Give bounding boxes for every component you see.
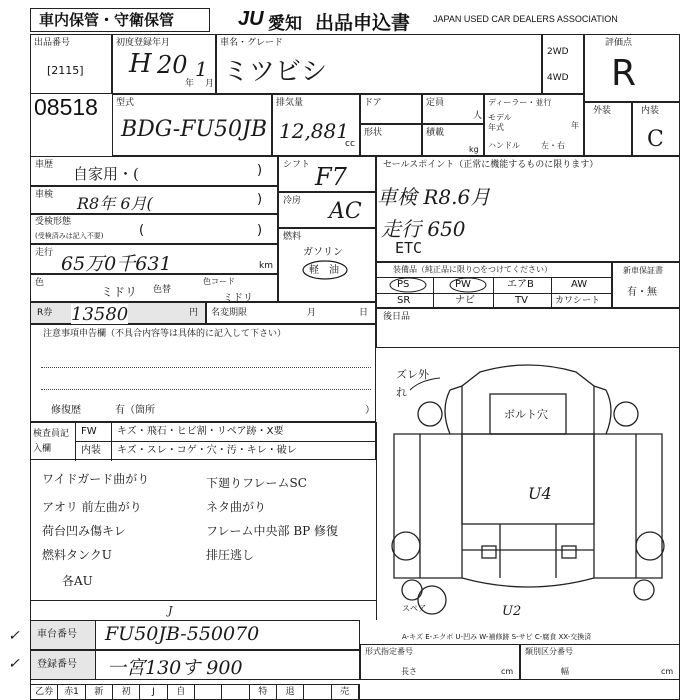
displacement-unit: cc [345, 139, 355, 149]
selling-point-line-1: 車検 R8.6月 [377, 185, 491, 209]
equipment-circles [386, 276, 516, 294]
model-type-label: 型式 [116, 98, 135, 108]
class-no-width: 幅 [561, 667, 569, 676]
recycle-box [30, 302, 206, 324]
shaken-value: R8年 6月( [77, 194, 153, 213]
first-reg-label: 初度登録年月 [116, 38, 171, 48]
shaken-close: ) [257, 192, 263, 207]
repair-history-label: 修復歴 [51, 405, 81, 416]
equipment-item-navi: ナビ [455, 295, 475, 306]
first-reg-month: 1 [195, 57, 208, 81]
lot-box [30, 34, 112, 94]
history-close: ) [257, 163, 263, 178]
equipment-item-kawaseat: カワシート [555, 296, 601, 306]
shift-box [278, 156, 376, 192]
diagram-note-shift-off: ズレ外れ [396, 368, 429, 399]
color-change-label: 色替 [153, 285, 172, 295]
shape-label: 形状 [364, 128, 383, 138]
selling-point-line-2: 走行 650 [381, 217, 466, 241]
chassis-box [30, 620, 360, 650]
margin-check-1: ✓ [8, 628, 20, 644]
dealer-model-year-label: モデル年式 [488, 113, 512, 132]
bottom-row-cell: 特 [250, 685, 277, 699]
diagram-hole-note: ボルト穴 [504, 408, 548, 421]
approval-label: 受検形態 [35, 217, 72, 227]
equipment-item-pw: PW [455, 279, 471, 290]
remark-right-4: 排圧逃し [206, 548, 255, 562]
inspector-label: 検査員記入欄 [33, 429, 70, 454]
new-car-warranty-box [612, 262, 680, 308]
remark-left-2: アオリ 前左曲がり [42, 500, 142, 514]
registration-label: 登録番号 [37, 659, 77, 670]
name-change-box [206, 302, 376, 324]
ac-label: 冷房 [283, 196, 302, 206]
logo-text: 愛知 [268, 14, 302, 33]
repair-history-value: 有（箇所 [115, 405, 155, 416]
form-type-label: 形式指定番号 [365, 647, 413, 656]
lot-bracket-no: [2115] [47, 64, 84, 77]
remark-left-3: 荷台凹み傷キレ [42, 524, 126, 538]
first-reg-year: 20 [157, 51, 188, 79]
shift-value: F7 [315, 163, 347, 191]
chassis-label-cell [31, 621, 96, 649]
mileage-box [30, 244, 278, 274]
dealer-handle-value: 左・右 [541, 141, 565, 150]
recycle-value: 13580 [71, 304, 129, 325]
recycle-label: R券 [37, 308, 53, 318]
class-no-label: 類別区分番号 [525, 647, 573, 656]
equipment-item-aw: AW [571, 279, 588, 290]
model-name-box [216, 34, 542, 94]
notes-label: 注意事項申告欄（不具合内容等は具体的に記入して下さい） [43, 329, 287, 339]
new-car-warranty-value: 有・無 [627, 287, 657, 298]
chassis-value: FU50JB-550070 [105, 623, 260, 645]
class-no-unit: cm [661, 667, 674, 676]
drive-4wd: 4WD [547, 73, 569, 83]
notes-box [30, 324, 376, 422]
bottom-row-cell: 初 [113, 685, 140, 699]
shaken-box [30, 186, 278, 214]
grade-box [584, 34, 680, 102]
remarks-divider [376, 422, 377, 620]
equipment-item-airbag: エアB [507, 279, 534, 290]
bottom-row-cell: J [140, 685, 167, 699]
color-label: 色 [35, 278, 45, 288]
diagram-spare-label: スペア [402, 604, 426, 613]
bottom-row [30, 684, 360, 700]
color-code-value: ミドリ [223, 293, 253, 304]
remark-left-5: 各AU [62, 574, 93, 588]
first-reg-month-suffix: 月 [205, 79, 215, 89]
grade-interior-label: 内装 [641, 106, 660, 116]
history-value: 自家用・( [73, 165, 139, 183]
fuel-option: ガソリン [303, 247, 343, 258]
new-car-warranty-label: 新車保証書 [623, 266, 663, 275]
inspector-row1: キズ・飛石・ヒビ割・リペア跡・X要 [117, 426, 284, 437]
bottom-row-cell: 退 [277, 685, 304, 699]
diagram-legend: A-キズ E-エクボ U-凹み W-補修跡 S-サビ C-腐食 XX-交換済 [402, 633, 592, 641]
bottom-row-cell [304, 685, 331, 699]
capacity-box [422, 94, 484, 124]
grade-exterior-box [584, 102, 632, 156]
lot-label: 出品番号 [34, 38, 71, 48]
storage-note: 車内保管・守衛保管 [39, 12, 175, 29]
bottom-row-cell: 新 [86, 685, 113, 699]
first-reg-box [112, 34, 216, 94]
model-name-value: ミツビシ [223, 57, 328, 87]
remark-right-2: ネタ曲がり [206, 500, 267, 514]
color-box [30, 274, 278, 302]
displacement-label: 排気量 [276, 98, 304, 108]
grade-exterior-label: 外装 [593, 106, 612, 116]
remark-left-1: ワイドガード曲がり [42, 472, 150, 486]
color-value: ミドリ [101, 285, 138, 299]
remarks-bottom-line [30, 600, 376, 601]
bottom-row-cell [222, 685, 249, 699]
selling-points-box [376, 156, 680, 262]
inspector-row2-head: 内装 [81, 445, 101, 456]
remark-right-3: フレーム中央部 BP 修復 [206, 524, 339, 538]
grade-value: R [611, 53, 637, 94]
inspector-row1-head: FW [81, 426, 97, 437]
inspector-box [30, 422, 376, 460]
recycle-unit: 円 [189, 308, 199, 318]
equipment-item-ps: PS [397, 279, 410, 290]
grade-interior-value: C [647, 127, 664, 152]
chassis-mark: J [168, 604, 173, 617]
approval-sub: (受検済みは記入不要) [35, 232, 104, 240]
name-change-label: 名変期限 [211, 308, 248, 318]
bottom-row-cell: 売 [332, 685, 359, 699]
bottom-row-cell: 赤1 [58, 685, 85, 699]
equipment-label: 装備品（純正品に限り○をつけてください） [393, 265, 552, 274]
load-unit: kg [469, 145, 479, 154]
fuel-value: 軽 油 [309, 265, 339, 276]
capacity-label: 定員 [426, 98, 445, 108]
ac-box [278, 192, 376, 228]
dealer-box [484, 94, 584, 156]
shape-box [360, 124, 422, 156]
margin-check-2: ✓ [8, 656, 20, 672]
form-type-box [360, 644, 520, 680]
mileage-label: 走行 [35, 248, 54, 258]
model-type-value: BDG-FU50JB [121, 117, 268, 142]
first-reg-era: H [129, 49, 152, 79]
grade-label: 評価点 [605, 38, 633, 48]
shift-label: シフト [283, 160, 311, 170]
fuel-circle-mark [300, 259, 350, 281]
equipment-item-sr: SR [397, 295, 411, 306]
displacement-box [272, 94, 360, 156]
shaken-label: 車検 [35, 190, 54, 200]
history-label: 車歴 [35, 160, 54, 170]
model-name-label: 車名・グレード [220, 38, 284, 48]
name-change-month: 月 [307, 308, 317, 318]
history-box [30, 156, 278, 186]
remark-left-4: 燃料タンクU [42, 548, 112, 562]
registration-label-cell [31, 651, 96, 679]
form-title: 出品申込書 [315, 13, 411, 34]
name-change-day: 日 [359, 308, 369, 318]
approval-close: ) [257, 223, 263, 238]
inspector-row2: キズ・スレ・コゲ・穴・汚・キレ・破レ [117, 445, 297, 456]
form-type-unit: cm [501, 667, 514, 676]
lot-number: 08518 [34, 94, 98, 120]
approval-box [30, 214, 278, 244]
after-fit-label: 後日品 [383, 312, 411, 322]
load-label: 積載 [426, 128, 445, 138]
displacement-value: 12,881 [279, 119, 349, 143]
equipment-item-tv: TV [515, 295, 528, 306]
fuel-label: 燃料 [283, 232, 302, 242]
door-box [360, 94, 422, 124]
bottom-row-cell: 自 [168, 685, 195, 699]
dealer-label: ディーラー・並行 [488, 98, 552, 107]
drive-box [542, 34, 584, 94]
load-box [422, 124, 484, 156]
selling-point-line-3: ETC [395, 239, 423, 257]
storage-note-box [30, 8, 210, 32]
door-label: ドア [364, 98, 382, 108]
first-reg-year-suffix: 年 [185, 79, 195, 89]
registration-box [30, 650, 360, 680]
approval-open: ( [139, 223, 145, 238]
diagram-u2: U2 [502, 604, 522, 619]
association-name: JAPAN USED CAR DEALERS ASSOCIATION [433, 14, 618, 24]
bottom-row-cell [195, 685, 222, 699]
bottom-row-cell: 乙券 [31, 685, 58, 699]
selling-points-label: セールスポイント（正常に機能するものに限ります） [383, 160, 599, 170]
form-type-length: 長さ [401, 667, 417, 676]
diagram-u4: U4 [528, 484, 552, 503]
after-fit-box [376, 308, 680, 348]
class-no-box [520, 644, 680, 680]
drive-2wd: 2WD [547, 47, 569, 57]
dealer-year-unit: 年 [571, 121, 579, 130]
repair-history-close: ） [365, 405, 375, 416]
remark-right-1: 下廻りフレームSC [206, 476, 307, 490]
mileage-unit: km [259, 261, 273, 271]
model-type-box [112, 94, 272, 156]
grade-interior-box [632, 102, 680, 156]
color-code-label: 色コード [203, 277, 235, 286]
ju-logo: JU [238, 8, 264, 30]
dealer-handle-label: ハンドル [488, 141, 520, 150]
capacity-unit: 人 [473, 111, 483, 121]
mileage-value: 65万0千631 [61, 253, 172, 275]
chassis-label: 車台番号 [37, 629, 77, 640]
ac-value: AC [329, 199, 362, 224]
registration-value: 一宮130す 900 [107, 657, 243, 679]
